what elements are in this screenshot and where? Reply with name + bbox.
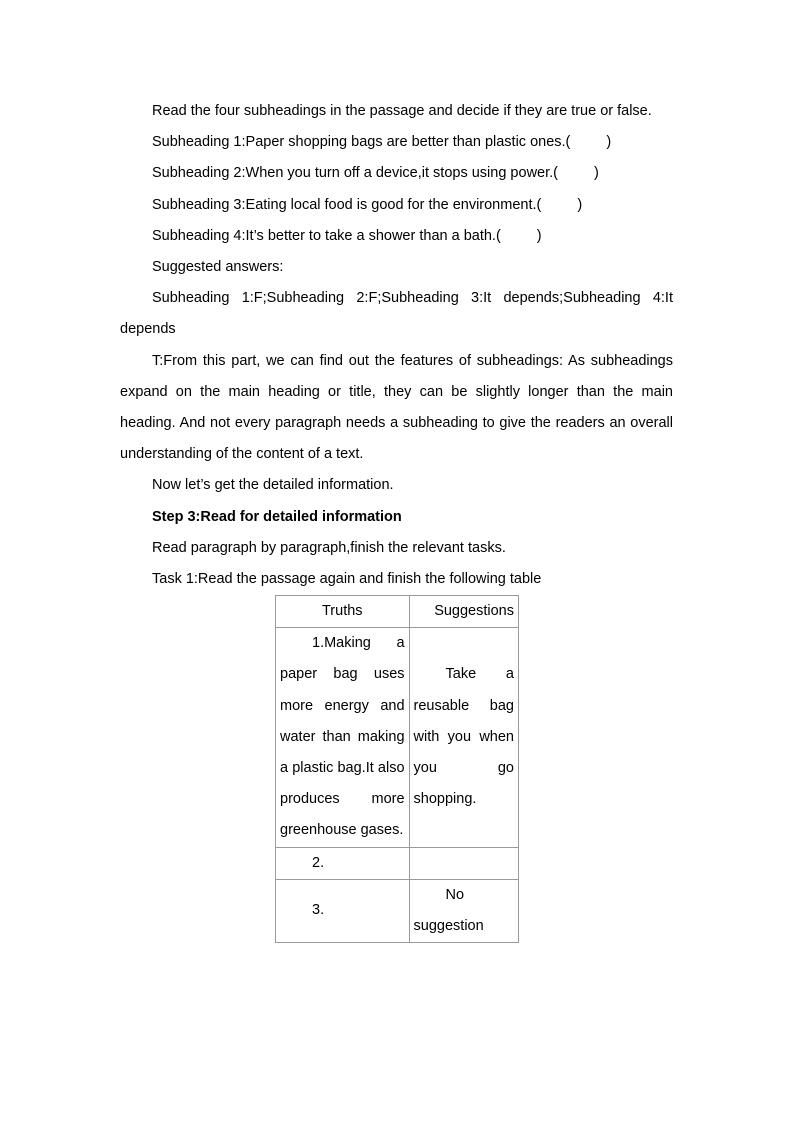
suggestion-cell: No suggestion [409, 879, 518, 942]
table-row [276, 879, 519, 942]
intro-line: Read the four subheadings in the passage and decide if they are true or false. [152, 103, 652, 119]
header-suggestions: Suggestions [409, 596, 518, 628]
subheading-2-text: Subheading 2:When you turn off a device,it stops using power.( [152, 165, 558, 182]
subheading-1-text: Subheading 1:Paper shopping bags are better than plastic ones.( [152, 134, 571, 151]
truth-cell: 3. [276, 879, 410, 942]
close-paren: ) [577, 196, 583, 213]
subheading-4-text: Subheading 4:It’s better to take a shower than a bath.( [152, 227, 501, 244]
now-line: Now let’s get the detailed information. [152, 477, 394, 494]
suggested-answers-label: Suggested answers: [152, 259, 284, 276]
answers-line-1: Subheading 1:F;Subheading 2:F;Subheading 3:It depends;Subheading 4:It [152, 290, 673, 307]
subheading-1-question [120, 127, 673, 158]
table-header-row [276, 596, 519, 628]
close-paren: ) [606, 134, 612, 151]
truth-cell: 1.Making a paper bag uses more energy and water than making a plastic bag.It also produces more greenhouse gases. [276, 628, 410, 847]
table-row [276, 847, 519, 879]
close-paren: ) [536, 227, 542, 244]
suggestion-cell [409, 847, 518, 879]
subheading-2-question [120, 158, 673, 189]
header-truths: Truths [276, 596, 410, 628]
step-3-heading: Step 3:Read for detailed information [152, 508, 402, 525]
close-paren: ) [594, 165, 599, 182]
subheading-3-question [120, 190, 673, 221]
truths-suggestions-table [275, 595, 519, 943]
subheading-4-question [120, 221, 673, 252]
subheading-3-text: Subheading 3:Eating local food is good for the environment.( [152, 196, 542, 213]
truth-cell: 2. [276, 847, 410, 879]
table-row [276, 628, 519, 847]
task-1-line: Task 1:Read the passage again and finish the following table [152, 571, 542, 588]
suggestion-cell: Take a reusable bag with you when you go shopping. [409, 628, 518, 847]
teacher-paragraph: T:From this part, we can find out the features of subheadings: As subheadings expand on the main heading or title, they can be slightly longer than the main heading. And not every paragraph needs a subheading to give the readers an overall understanding of the content of a text. [120, 352, 673, 463]
document-body [120, 96, 673, 595]
answers-line-2: depends [120, 321, 176, 338]
read-paragraph-line: Read paragraph by paragraph,finish the relevant tasks. [152, 539, 506, 556]
